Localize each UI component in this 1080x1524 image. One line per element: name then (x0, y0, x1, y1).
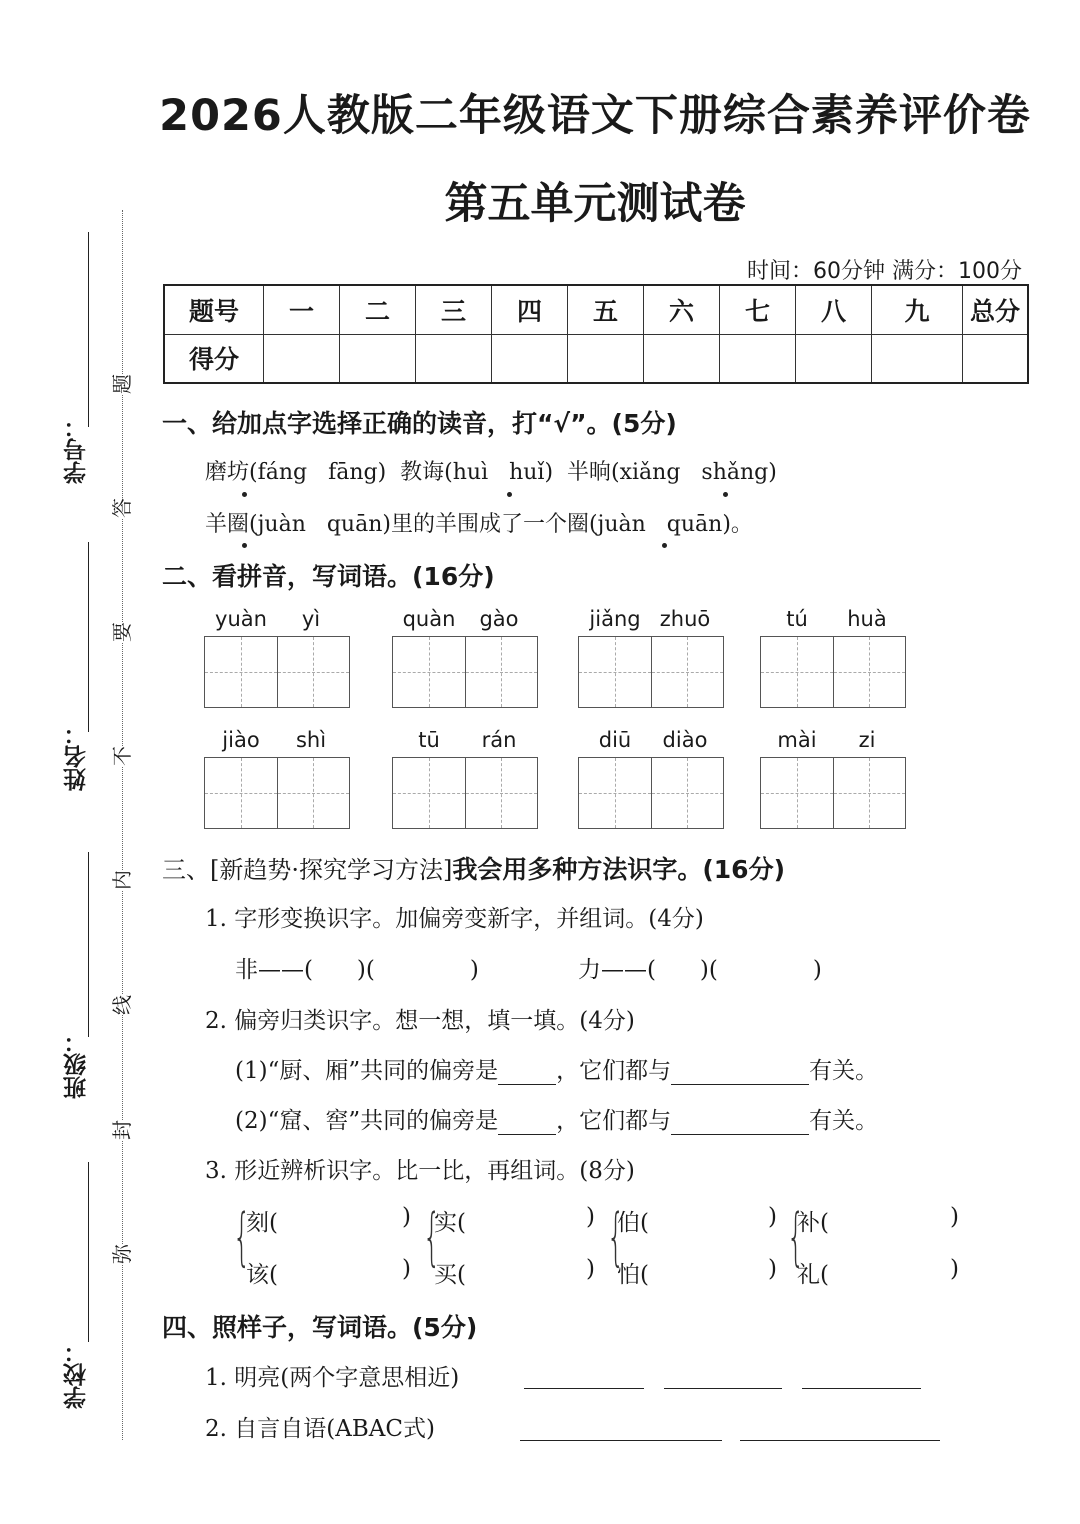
student-id-label: 学号： (64, 415, 90, 484)
q3-2-1-text: ，它们都与 (556, 1058, 672, 1084)
answer-blank[interactable] (671, 1134, 809, 1135)
section-2-heading: 二、看拼音，写词语。(16分) (162, 562, 495, 591)
answer-blank[interactable] (671, 1084, 809, 1085)
table-cell: 九 (872, 285, 963, 334)
table-cell: 总分 (963, 285, 1029, 334)
score-cell[interactable] (492, 334, 568, 383)
q3-1-item-b[interactable]: 力——( )( ) (578, 957, 822, 983)
seal-char: 题 (110, 374, 134, 394)
section-1-heading: 一、给加点字选择正确的读音，打“√”。(5分) (162, 409, 677, 438)
writing-grid[interactable] (760, 636, 906, 708)
answer-blank[interactable] (498, 1134, 556, 1135)
score-cell[interactable] (644, 334, 720, 383)
pinyin-label: mài (777, 728, 817, 752)
pair-close: ) (586, 1256, 595, 1282)
section-3-title: 我会用多种方法识字。(16分) (452, 855, 786, 884)
answer-blank[interactable] (498, 1084, 556, 1085)
school-line (88, 1162, 89, 1342)
question-4-2: 2. 自言自语(ABAC式) (205, 1416, 435, 1442)
score-cell[interactable] (872, 334, 963, 383)
pinyin-label: zi (858, 728, 876, 752)
pair-close: ) (402, 1204, 411, 1230)
table-cell: 二 (340, 285, 416, 334)
question-3-2: 2. 偏旁归类识字。想一想，填一填。(4分) (205, 1008, 635, 1034)
pinyin-label: jiào (222, 728, 260, 752)
school-label: 学校： (64, 1340, 90, 1409)
pair-bottom: 怕( (617, 1262, 649, 1288)
table-cell: 六 (644, 285, 720, 334)
emphasis-dot (507, 492, 512, 497)
pair-bottom: 礼( (797, 1262, 829, 1288)
score-cell[interactable] (720, 334, 796, 383)
student-id-line (88, 232, 89, 427)
pair-close: ) (950, 1204, 959, 1230)
pinyin-label: gào (479, 607, 519, 631)
name-line (88, 542, 89, 732)
pinyin-label: tú (786, 607, 808, 631)
pair-close: ) (768, 1204, 777, 1230)
emphasis-dot (723, 492, 728, 497)
writing-grid[interactable] (392, 757, 538, 829)
time-info: 时间：60分钟 满分：100分 (747, 259, 1022, 284)
section-1-line-1: 磨坊(fáng fāng) 教诲(huì huǐ) 半晌(xiǎng shǎng) (205, 460, 777, 485)
q3-2-line-2 (235, 1102, 878, 1135)
pinyin-label: yuàn (215, 607, 267, 631)
writing-grid[interactable] (204, 636, 350, 708)
pinyin-label: tū (418, 728, 440, 752)
pair-top: 刻( (246, 1210, 278, 1236)
writing-grid[interactable] (578, 757, 724, 829)
pair-top: 补( (797, 1210, 829, 1236)
pinyin-label: shì (295, 728, 327, 752)
emphasis-dot (242, 543, 247, 548)
pair-top: 伯( (617, 1210, 649, 1236)
pair-close: ) (768, 1256, 777, 1282)
score-table-header-row (164, 285, 1028, 334)
seal-char: 不 (110, 746, 134, 766)
q3-2-1-text: 有关。 (809, 1058, 879, 1084)
score-cell[interactable] (416, 334, 492, 383)
section-1-line-2: 羊圈(juàn quān)里的羊围成了一个圈(juàn quān)。 (205, 512, 753, 537)
writing-grid[interactable] (578, 636, 724, 708)
seal-char: 答 (110, 498, 134, 518)
seal-char: 要 (110, 622, 134, 642)
pair-top: 实( (434, 1210, 466, 1236)
q3-2-2-text: 有关。 (809, 1108, 879, 1134)
section-3-heading (162, 850, 785, 886)
seal-char: 封 (110, 1120, 134, 1140)
pinyin-label: diào (662, 728, 708, 752)
table-cell: 八 (796, 285, 872, 334)
answer-blank[interactable] (802, 1360, 921, 1389)
pinyin-label: jiǎng (589, 607, 641, 631)
pinyin-label: diū (598, 728, 632, 752)
score-cell[interactable] (963, 334, 1029, 383)
name-label: 姓名： (64, 722, 90, 791)
pinyin-label: yì (301, 607, 321, 631)
table-cell: 七 (720, 285, 796, 334)
brace-icon: { (786, 1200, 805, 1273)
answer-blank[interactable] (664, 1360, 782, 1389)
pair-close: ) (402, 1256, 411, 1282)
q3-2-1-text: (1)“厨、厢”共同的偏旁是 (235, 1058, 499, 1084)
answer-blank[interactable] (524, 1360, 644, 1389)
table-cell: 一 (264, 285, 340, 334)
emphasis-dot (242, 492, 247, 497)
pair-close: ) (586, 1204, 595, 1230)
table-cell: 四 (492, 285, 568, 334)
class-label: 班级： (64, 1030, 90, 1099)
brace-icon: { (422, 1200, 441, 1273)
table-cell: 题号 (164, 285, 264, 334)
seal-char: 线 (110, 995, 134, 1015)
seal-char: 弥 (110, 1244, 134, 1264)
pair-bottom: 该( (246, 1262, 278, 1288)
section-3-tag: 三、[新趋势·探究学习方法] (162, 856, 453, 884)
writing-grid[interactable] (392, 636, 538, 708)
q3-2-line-1 (235, 1052, 878, 1085)
score-cell[interactable] (796, 334, 872, 383)
score-cell[interactable] (264, 334, 340, 383)
q3-2-2-text: (2)“窟、窖”共同的偏旁是 (235, 1108, 499, 1134)
page-title: 2026人教版二年级语文下册综合素养评价卷 (159, 91, 1031, 141)
answer-blank[interactable] (520, 1412, 722, 1441)
question-4-1: 1. 明亮(两个字意思相近) (205, 1365, 460, 1391)
emphasis-dot (662, 543, 667, 548)
table-cell: 三 (416, 285, 492, 334)
question-3-1: 1. 字形变换识字。加偏旁变新字，并组词。(4分) (205, 906, 704, 932)
table-cell: 五 (568, 285, 644, 334)
writing-grid[interactable] (760, 757, 906, 829)
writing-grid[interactable] (204, 757, 350, 829)
score-table (163, 284, 1029, 384)
answer-blank[interactable] (740, 1412, 940, 1441)
page-subtitle: 第五单元测试卷 (444, 179, 746, 229)
score-cell[interactable] (568, 334, 644, 383)
score-cell[interactable] (340, 334, 416, 383)
table-cell: 得分 (164, 334, 264, 383)
pinyin-label: quàn (402, 607, 456, 631)
q3-2-2-text: ，它们都与 (556, 1108, 672, 1134)
score-table-score-row (164, 334, 1028, 383)
pinyin-label: rán (481, 728, 517, 752)
pinyin-label: zhuō (659, 607, 711, 631)
class-line (88, 852, 89, 1037)
brace-icon: { (232, 1200, 251, 1273)
section-4-heading: 四、照样子，写词语。(5分) (162, 1313, 478, 1342)
seal-char: 内 (110, 870, 134, 890)
question-3-3: 3. 形近辨析识字。比一比，再组词。(8分) (205, 1158, 635, 1184)
pinyin-label: huà (847, 607, 887, 631)
q3-1-item-a[interactable]: 非——( )( ) (235, 957, 479, 983)
brace-icon: { (606, 1200, 625, 1273)
pair-bottom: 买( (434, 1262, 466, 1288)
pair-close: ) (950, 1256, 959, 1282)
